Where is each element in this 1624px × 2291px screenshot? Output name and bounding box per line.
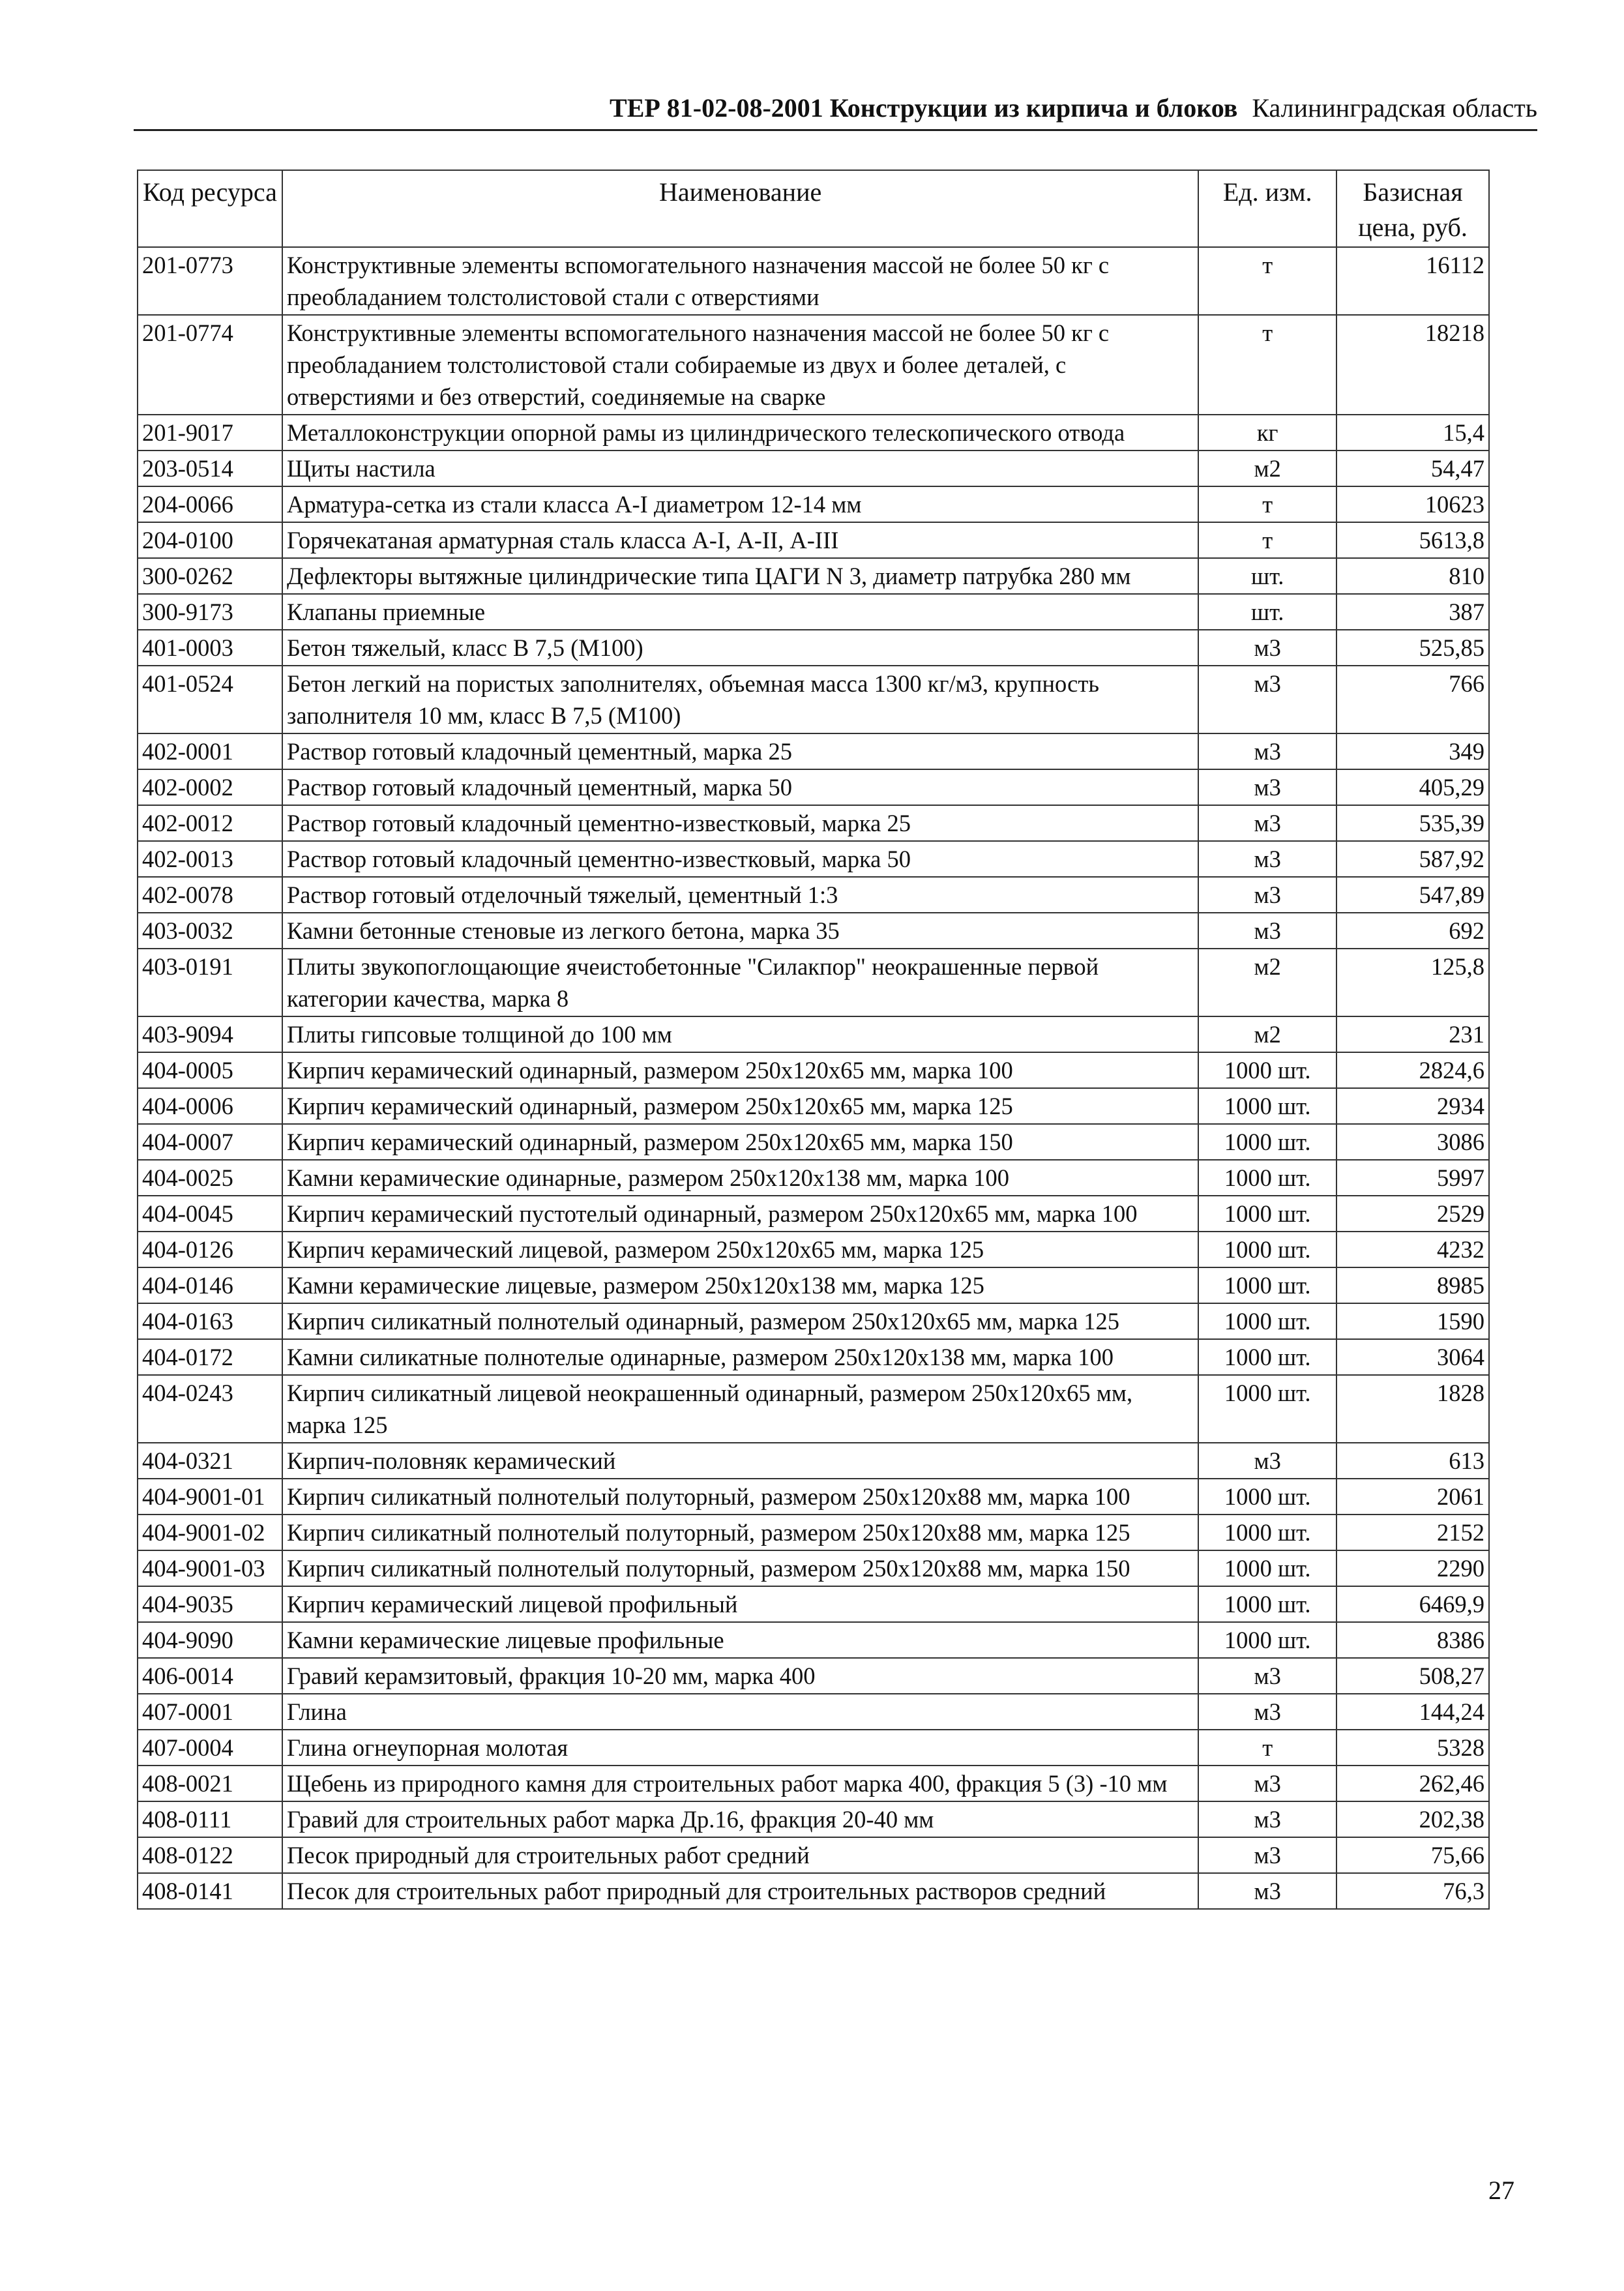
resource-price: 54,47 [1336, 451, 1489, 486]
resource-price: 15,4 [1336, 415, 1489, 451]
resource-price: 2290 [1336, 1550, 1489, 1586]
resource-name: Кирпич силикатный полнотелый полуторный, размером 250х120х88 мм, марка 150 [282, 1550, 1198, 1586]
resource-unit: м2 [1198, 451, 1336, 486]
resource-code: 402-0012 [138, 805, 282, 841]
table-row [138, 1694, 1489, 1730]
resource-price: 3086 [1336, 1124, 1489, 1160]
resource-code: 404-9001-01 [138, 1479, 282, 1515]
resource-unit: м3 [1198, 877, 1336, 913]
table-row [138, 1303, 1489, 1339]
page-header [134, 90, 1537, 131]
resource-unit: 1000 шт. [1198, 1196, 1336, 1232]
resource-price: 1590 [1336, 1303, 1489, 1339]
resource-price: 2061 [1336, 1479, 1489, 1515]
resource-name: Плиты звукопоглощающие ячеистобетонные "Силакпор" неокрашенные первой категории качества, марка 8 [282, 949, 1198, 1016]
resource-code: 401-0003 [138, 630, 282, 666]
resource-price: 125,8 [1336, 949, 1489, 1016]
resource-unit: 1000 шт. [1198, 1088, 1336, 1124]
resource-unit: шт. [1198, 594, 1336, 630]
resource-unit: м3 [1198, 1873, 1336, 1909]
column-header-name: Наименование [282, 170, 1198, 247]
resource-price: 405,29 [1336, 769, 1489, 805]
resource-name: Кирпич силикатный полнотелый одинарный, размером 250х120х65 мм, марка 125 [282, 1303, 1198, 1339]
resource-name: Кирпич керамический одинарный, размером 250х120х65 мм, марка 125 [282, 1088, 1198, 1124]
resource-unit: т [1198, 315, 1336, 415]
table-row [138, 841, 1489, 877]
resource-code: 404-0146 [138, 1267, 282, 1303]
table-row [138, 486, 1489, 522]
resource-code: 403-9094 [138, 1016, 282, 1052]
resource-price: 613 [1336, 1443, 1489, 1479]
resource-unit: 1000 шт. [1198, 1339, 1336, 1375]
resource-unit: 1000 шт. [1198, 1550, 1336, 1586]
resource-unit: м3 [1198, 1443, 1336, 1479]
table-row [138, 1088, 1489, 1124]
resource-unit: 1000 шт. [1198, 1303, 1336, 1339]
resource-unit: м3 [1198, 1694, 1336, 1730]
resource-unit: 1000 шт. [1198, 1515, 1336, 1550]
resource-name: Кирпич керамический лицевой, размером 250х120х65 мм, марка 125 [282, 1232, 1198, 1267]
table-row [138, 1443, 1489, 1479]
region-name: Калининградская область [1252, 93, 1537, 123]
table-row [138, 1873, 1489, 1909]
resource-code: 404-0321 [138, 1443, 282, 1479]
resource-name: Кирпич керамический одинарный, размером 250х120х65 мм, марка 100 [282, 1052, 1198, 1088]
table-row [138, 1622, 1489, 1658]
resource-code: 404-0126 [138, 1232, 282, 1267]
table-row [138, 1232, 1489, 1267]
table-row [138, 1766, 1489, 1801]
resource-price: 692 [1336, 913, 1489, 949]
table-header-row [138, 170, 1489, 247]
resource-name: Песок для строительных работ природный для строительных растворов средний [282, 1873, 1198, 1909]
resource-unit: 1000 шт. [1198, 1160, 1336, 1196]
resource-name: Камни силикатные полнотелые одинарные, размером 250х120х138 мм, марка 100 [282, 1339, 1198, 1375]
resource-unit: м3 [1198, 1766, 1336, 1801]
resource-name: Кирпич силикатный полнотелый полуторный, размером 250х120х88 мм, марка 125 [282, 1515, 1198, 1550]
table-row [138, 594, 1489, 630]
table-row [138, 1124, 1489, 1160]
resource-price: 1828 [1336, 1375, 1489, 1443]
resource-unit: кг [1198, 415, 1336, 451]
table-row [138, 1375, 1489, 1443]
resource-unit: 1000 шт. [1198, 1479, 1336, 1515]
resource-name: Кирпич керамический одинарный, размером 250х120х65 мм, марка 150 [282, 1124, 1198, 1160]
resource-code: 300-0262 [138, 558, 282, 594]
resource-price: 587,92 [1336, 841, 1489, 877]
resource-code: 404-0006 [138, 1088, 282, 1124]
resource-price: 547,89 [1336, 877, 1489, 913]
resource-unit: м3 [1198, 733, 1336, 769]
resource-price: 75,66 [1336, 1837, 1489, 1873]
resource-code: 203-0514 [138, 451, 282, 486]
page-number: 27 [1488, 2176, 1514, 2205]
resource-code: 201-0773 [138, 247, 282, 315]
table-row [138, 558, 1489, 594]
table-row [138, 666, 1489, 733]
resource-unit: м2 [1198, 1016, 1336, 1052]
resource-unit: шт. [1198, 558, 1336, 594]
resource-name: Горячекатаная арматурная сталь класса А-I, А-II, А-III [282, 522, 1198, 558]
table-row [138, 769, 1489, 805]
resource-code: 204-0100 [138, 522, 282, 558]
resource-name: Песок природный для строительных работ средний [282, 1837, 1198, 1873]
resource-name: Камни керамические лицевые, размером 250х120х138 мм, марка 125 [282, 1267, 1198, 1303]
resource-code: 408-0111 [138, 1801, 282, 1837]
resource-unit: 1000 шт. [1198, 1586, 1336, 1622]
resource-name: Дефлекторы вытяжные цилиндрические типа ЦАГИ N 3, диаметр патрубка 280 мм [282, 558, 1198, 594]
resource-price-table [137, 170, 1490, 1910]
resource-price: 202,38 [1336, 1801, 1489, 1837]
column-header-price: Базисная цена, руб. [1336, 170, 1489, 247]
resource-name: Камни керамические одинарные, размером 250х120х138 мм, марка 100 [282, 1160, 1198, 1196]
resource-code: 402-0078 [138, 877, 282, 913]
resource-code: 201-9017 [138, 415, 282, 451]
resource-name: Гравий для строительных работ марка Др.16, фракция 20-40 мм [282, 1801, 1198, 1837]
resource-name: Щиты настила [282, 451, 1198, 486]
table-row [138, 1658, 1489, 1694]
resource-name: Плиты гипсовые толщиной до 100 мм [282, 1016, 1198, 1052]
resource-name: Камни бетонные стеновые из легкого бетона, марка 35 [282, 913, 1198, 949]
resource-unit: 1000 шт. [1198, 1232, 1336, 1267]
resource-code: 404-9035 [138, 1586, 282, 1622]
resource-code: 407-0001 [138, 1694, 282, 1730]
resource-code: 404-9090 [138, 1622, 282, 1658]
table-row [138, 1339, 1489, 1375]
resource-price: 535,39 [1336, 805, 1489, 841]
table-row [138, 1730, 1489, 1766]
resource-code: 404-9001-03 [138, 1550, 282, 1586]
resource-code: 406-0014 [138, 1658, 282, 1694]
resource-unit: м3 [1198, 769, 1336, 805]
table-row [138, 949, 1489, 1016]
resource-unit: м2 [1198, 949, 1336, 1016]
resource-unit: м3 [1198, 630, 1336, 666]
resource-price: 766 [1336, 666, 1489, 733]
resource-code: 404-9001-02 [138, 1515, 282, 1550]
table-row [138, 913, 1489, 949]
resource-unit: т [1198, 522, 1336, 558]
table-row [138, 522, 1489, 558]
resource-code: 204-0066 [138, 486, 282, 522]
resource-price: 3064 [1336, 1339, 1489, 1375]
resource-price: 8386 [1336, 1622, 1489, 1658]
resource-unit: 1000 шт. [1198, 1124, 1336, 1160]
resource-name: Глина [282, 1694, 1198, 1730]
table-row [138, 1160, 1489, 1196]
table-row [138, 630, 1489, 666]
resource-code: 404-0025 [138, 1160, 282, 1196]
resource-price: 810 [1336, 558, 1489, 594]
resource-code: 408-0021 [138, 1766, 282, 1801]
resource-code: 404-0243 [138, 1375, 282, 1443]
resource-name: Клапаны приемные [282, 594, 1198, 630]
resource-unit: м3 [1198, 841, 1336, 877]
table-row [138, 451, 1489, 486]
table-row [138, 1586, 1489, 1622]
table-row [138, 415, 1489, 451]
resource-price: 2824,6 [1336, 1052, 1489, 1088]
resource-unit: т [1198, 247, 1336, 315]
resource-name: Кирпич-половняк керамический [282, 1443, 1198, 1479]
resource-code: 403-0191 [138, 949, 282, 1016]
resource-price: 231 [1336, 1016, 1489, 1052]
table-row [138, 1196, 1489, 1232]
resource-price: 508,27 [1336, 1658, 1489, 1694]
table-row [138, 1550, 1489, 1586]
resource-name: Кирпич керамический лицевой профильный [282, 1586, 1198, 1622]
resource-name: Металлоконструкции опорной рамы из цилиндрического телескопического отвода [282, 415, 1198, 451]
resource-unit: м3 [1198, 1801, 1336, 1837]
resource-price: 349 [1336, 733, 1489, 769]
resource-code: 404-0005 [138, 1052, 282, 1088]
resource-name: Кирпич силикатный лицевой неокрашенный одинарный, размером 250х120х65 мм, марка 125 [282, 1375, 1198, 1443]
resource-name: Кирпич силикатный полнотелый полуторный, размером 250х120х88 мм, марка 100 [282, 1479, 1198, 1515]
resource-code: 402-0002 [138, 769, 282, 805]
resource-unit: м3 [1198, 1837, 1336, 1873]
resource-unit: т [1198, 486, 1336, 522]
resource-price: 525,85 [1336, 630, 1489, 666]
resource-code: 201-0774 [138, 315, 282, 415]
resource-name: Конструктивные элементы вспомогательного назначения массой не более 50 кг с преобладанием толстолистовой стали собираемые из двух и более деталей, с отверстиями и без отверстий, соединяемые на сварке [282, 315, 1198, 415]
table-row [138, 1479, 1489, 1515]
resource-unit: 1000 шт. [1198, 1622, 1336, 1658]
resource-name: Глина огнеупорная молотая [282, 1730, 1198, 1766]
resource-unit: м3 [1198, 805, 1336, 841]
resource-price: 4232 [1336, 1232, 1489, 1267]
table-row [138, 1801, 1489, 1837]
resource-name: Раствор готовый отделочный тяжелый, цементный 1:3 [282, 877, 1198, 913]
resource-name: Раствор готовый кладочный цементный, марка 25 [282, 733, 1198, 769]
resource-price: 144,24 [1336, 1694, 1489, 1730]
resource-price: 16112 [1336, 247, 1489, 315]
resource-code: 402-0001 [138, 733, 282, 769]
resource-name: Гравий керамзитовый, фракция 10-20 мм, марка 400 [282, 1658, 1198, 1694]
resource-unit: т [1198, 1730, 1336, 1766]
resource-code: 404-0172 [138, 1339, 282, 1375]
resource-unit: 1000 шт. [1198, 1375, 1336, 1443]
resource-code: 408-0122 [138, 1837, 282, 1873]
table-row [138, 877, 1489, 913]
resource-name: Щебень из природного камня для строительных работ марка 400, фракция 5 (3) -10 мм [282, 1766, 1198, 1801]
table-row [138, 1515, 1489, 1550]
document-title: ТЕР 81-02-08-2001 Конструкции из кирпича и блоков [610, 93, 1238, 123]
resource-name: Камни керамические лицевые профильные [282, 1622, 1198, 1658]
table-row [138, 1052, 1489, 1088]
resource-name: Арматура-сетка из стали класса А-I диаметром 12-14 мм [282, 486, 1198, 522]
table-body [138, 247, 1489, 1909]
resource-code: 403-0032 [138, 913, 282, 949]
resource-code: 404-0007 [138, 1124, 282, 1160]
resource-code: 300-9173 [138, 594, 282, 630]
table-row [138, 1267, 1489, 1303]
resource-price: 10623 [1336, 486, 1489, 522]
column-header-code: Код ресурса [138, 170, 282, 247]
resource-price: 76,3 [1336, 1873, 1489, 1909]
resource-unit: 1000 шт. [1198, 1267, 1336, 1303]
resource-name: Конструктивные элементы вспомогательного назначения массой не более 50 кг с преобладанием толстолистовой стали с отверстиями [282, 247, 1198, 315]
resource-code: 408-0141 [138, 1873, 282, 1909]
resource-name: Бетон тяжелый, класс В 7,5 (М100) [282, 630, 1198, 666]
resource-price: 262,46 [1336, 1766, 1489, 1801]
resource-code: 407-0004 [138, 1730, 282, 1766]
resource-price: 8985 [1336, 1267, 1489, 1303]
resource-name: Раствор готовый кладочный цементный, марка 50 [282, 769, 1198, 805]
resource-unit: 1000 шт. [1198, 1052, 1336, 1088]
resource-price: 387 [1336, 594, 1489, 630]
table-row [138, 247, 1489, 315]
resource-name: Раствор готовый кладочный цементно-известковый, марка 50 [282, 841, 1198, 877]
resource-price: 18218 [1336, 315, 1489, 415]
resource-price: 2529 [1336, 1196, 1489, 1232]
table-row [138, 1837, 1489, 1873]
column-header-unit: Ед. изм. [1198, 170, 1336, 247]
resource-code: 401-0524 [138, 666, 282, 733]
resource-code: 404-0163 [138, 1303, 282, 1339]
table-row [138, 733, 1489, 769]
resource-unit: м3 [1198, 913, 1336, 949]
resource-name: Кирпич керамический пустотелый одинарный, размером 250х120х65 мм, марка 100 [282, 1196, 1198, 1232]
table-row [138, 805, 1489, 841]
resource-name: Раствор готовый кладочный цементно-известковый, марка 25 [282, 805, 1198, 841]
table-row [138, 315, 1489, 415]
resource-unit: м3 [1198, 666, 1336, 733]
resource-code: 404-0045 [138, 1196, 282, 1232]
resource-price: 2934 [1336, 1088, 1489, 1124]
resource-price: 2152 [1336, 1515, 1489, 1550]
resource-price: 5997 [1336, 1160, 1489, 1196]
resource-price: 6469,9 [1336, 1586, 1489, 1622]
resource-price: 5328 [1336, 1730, 1489, 1766]
table-row [138, 1016, 1489, 1052]
resource-price: 5613,8 [1336, 522, 1489, 558]
resource-name: Бетон легкий на пористых заполнителях, объемная масса 1300 кг/м3, крупность заполнителя 10 мм, класс В 7,5 (М100) [282, 666, 1198, 733]
resource-unit: м3 [1198, 1658, 1336, 1694]
resource-code: 402-0013 [138, 841, 282, 877]
